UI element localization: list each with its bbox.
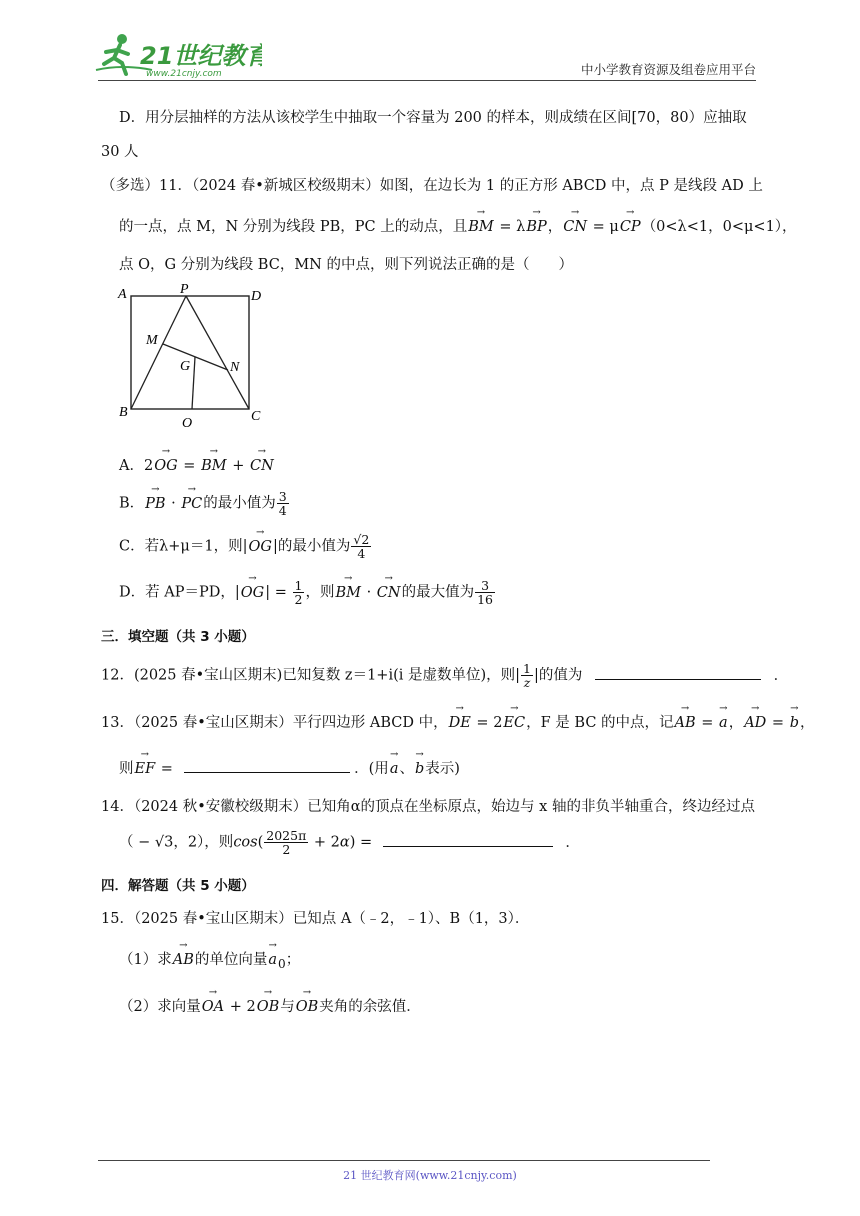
q12-text: 12．(2025 春•宝山区期末)已知复数 z＝1+i(i 是虚数单位)，则| $\frac{1}{z}$ |的值为 ． [101, 661, 789, 691]
svg-text:www.21cnjy.com: www.21cnjy.com [146, 69, 222, 79]
q14-answer-blank[interactable] [383, 846, 553, 847]
q10-option-d-cont: 30 人 [101, 144, 139, 160]
q14-line1: 14．（2024 秋•安徽校级期末）已知角α的顶点在坐标原点，始边与 x 轴的非负半轴重合，终边经过点 [101, 799, 755, 815]
q11-option-a: A．2→ OG = → BM + → CN [119, 454, 275, 475]
svg-text:B: B [119, 405, 128, 420]
footer-divider [98, 1160, 710, 1161]
q15-part2: （2）求向量→ OA + 2→ OB与→ OB夹角的余弦值． [119, 995, 421, 1016]
section-title-fill-in: 三．填空题（共 3 小题） [101, 629, 255, 645]
q11-figure [108, 284, 278, 438]
q13-line2: 则→ EF = ．(用→ a、→ b表示) [119, 757, 460, 778]
svg-text:M: M [146, 333, 158, 348]
q11-option-b: B．→ PB · → PC的最小值为 $\frac{3}{4}$ [119, 490, 290, 517]
svg-text:N: N [230, 360, 240, 375]
section-title-answers: 四．解答题（共 5 小题） [101, 878, 255, 894]
q11-stem-line1: （多选）11．（2024 春•新城区校级期末）如图，在边长为 1 的正方形 ABCD 中，点 P 是线段 AD 上 [101, 178, 763, 194]
site-logo [92, 30, 262, 80]
header-divider [98, 80, 756, 81]
footer-link[interactable]: 21 世纪教育网(www.21cnjy.com) [343, 1169, 517, 1182]
svg-text:O: O [182, 416, 193, 431]
svg-text:D: D [251, 289, 262, 304]
q11-option-c: C．若λ+μ＝1，则|→ OG|的最小值为 $\frac{√2}{4}$ [119, 533, 372, 560]
q13-answer-blank[interactable] [184, 772, 350, 773]
svg-text:21世纪教育: 21世纪教育 [140, 42, 262, 70]
platform-name: 中小学教育资源及组卷应用平台 [580, 62, 756, 77]
q12-answer-blank[interactable] [595, 679, 761, 680]
q10-option-d: D．用分层抽样的方法从该校学生中抽取一个容量为 200 的样本，则成绩在区间[70，80）应抽取 [119, 110, 747, 126]
q11-stem-line3: 点 O，G 分别为线段 BC，MN 的中点，则下列说法正确的是（ ） [119, 257, 573, 273]
q15-part1: （1）求→ AB的单位向量→ $a_0$； [119, 948, 300, 971]
q11-option-d: D．若 AP＝PD，|→ OG| = $\frac{1}{2}$ ，则→ BM · → CN的最大值为 $\frac{3}{16}$ [119, 579, 496, 606]
svg-text:P: P [180, 284, 189, 297]
q13-line1: 13．（2025 春•宝山区期末）平行四边形 ABCD 中，→ DE = 2→ EC，F 是 BC 的中点，记→ AB = → a，→ AD = → b， [101, 711, 814, 732]
svg-text:A: A [118, 287, 127, 302]
svg-text:G: G [180, 359, 191, 374]
q11-stem-line2: 的一点，点 M，N 分别为线段 PB，PC 上的动点，且→ BM = λ→ BP，→ CN = μ→ CP（0<λ<1，0<μ<1）， [119, 215, 797, 236]
q15-stem: 15．（2025 春•宝山区期末）已知点 A（﹣2，﹣1）、B（1，3）． [101, 911, 530, 927]
svg-text:C: C [251, 409, 261, 424]
q14-line2: （ − √3，2），则cos( $\frac{2025\pi}{2}$ + 2α) = ． [119, 828, 580, 858]
